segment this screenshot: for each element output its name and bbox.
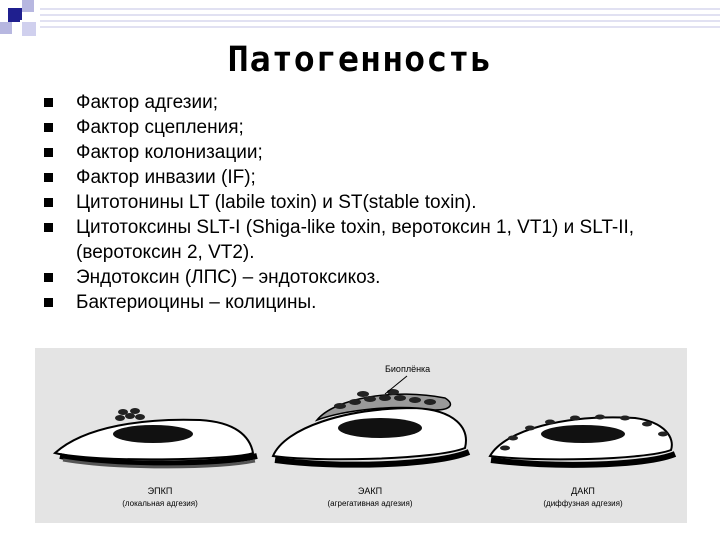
list-item xyxy=(44,90,684,115)
nucleus xyxy=(541,425,625,443)
bullet-list xyxy=(44,90,684,315)
bullet-square-icon xyxy=(44,198,53,207)
bullet-square-icon xyxy=(44,98,53,107)
bullet-square-icon xyxy=(44,123,53,132)
corner-square-light xyxy=(22,0,34,12)
list-item-text: Фактор адгезии; xyxy=(76,92,218,113)
list-item-text: Цитотоксины SLT-I (Shiga-like toxin, веротоксин 1, VT1) и SLT-II, (веротоксин 2, VT2). xyxy=(76,217,635,263)
corner-square-light xyxy=(0,22,12,34)
header-band xyxy=(40,4,720,32)
list-item xyxy=(44,215,684,265)
list-item-text: Фактор инвазии (IF); xyxy=(76,167,256,188)
corner-square-mid xyxy=(20,20,38,38)
bullet-square-icon xyxy=(44,148,53,157)
list-item-text: Цитотонины LT (labile toxin) и ST(stable toxin). xyxy=(76,192,477,213)
list-item xyxy=(44,265,684,290)
list-item xyxy=(44,165,684,190)
cell-label-sub: (диффузная адгезия) xyxy=(543,499,623,508)
cell-label-sub: (агрегативная адгезия) xyxy=(327,499,413,508)
adhesion-diagram xyxy=(35,348,687,523)
list-item xyxy=(44,115,684,140)
biofilm-label: Биоплёнка xyxy=(385,364,431,374)
list-item xyxy=(44,290,684,315)
bullet-square-icon xyxy=(44,298,53,307)
bullet-square-icon xyxy=(44,223,53,232)
nucleus xyxy=(113,425,193,443)
cell-label-name: ЭПКП xyxy=(147,486,173,496)
cell-label-sub: (локальная адгезия) xyxy=(122,499,198,508)
list-item-text: Эндотоксин (ЛПС) – эндотоксикоз. xyxy=(76,267,381,288)
nucleus xyxy=(338,418,422,438)
list-item-text: Бактериоцины – колицины. xyxy=(76,292,317,313)
slide-title: Патогенность xyxy=(227,40,493,80)
cell-label-name: ЭАКП xyxy=(357,486,383,496)
list-item-text: Фактор колонизации; xyxy=(76,142,263,163)
list-item-text: Фактор сцепления; xyxy=(76,117,244,138)
bullet-square-icon xyxy=(44,173,53,182)
bullet-square-icon xyxy=(44,273,53,282)
cell-label-name: ДАКП xyxy=(571,486,595,496)
list-item xyxy=(44,140,684,165)
list-item xyxy=(44,190,684,215)
